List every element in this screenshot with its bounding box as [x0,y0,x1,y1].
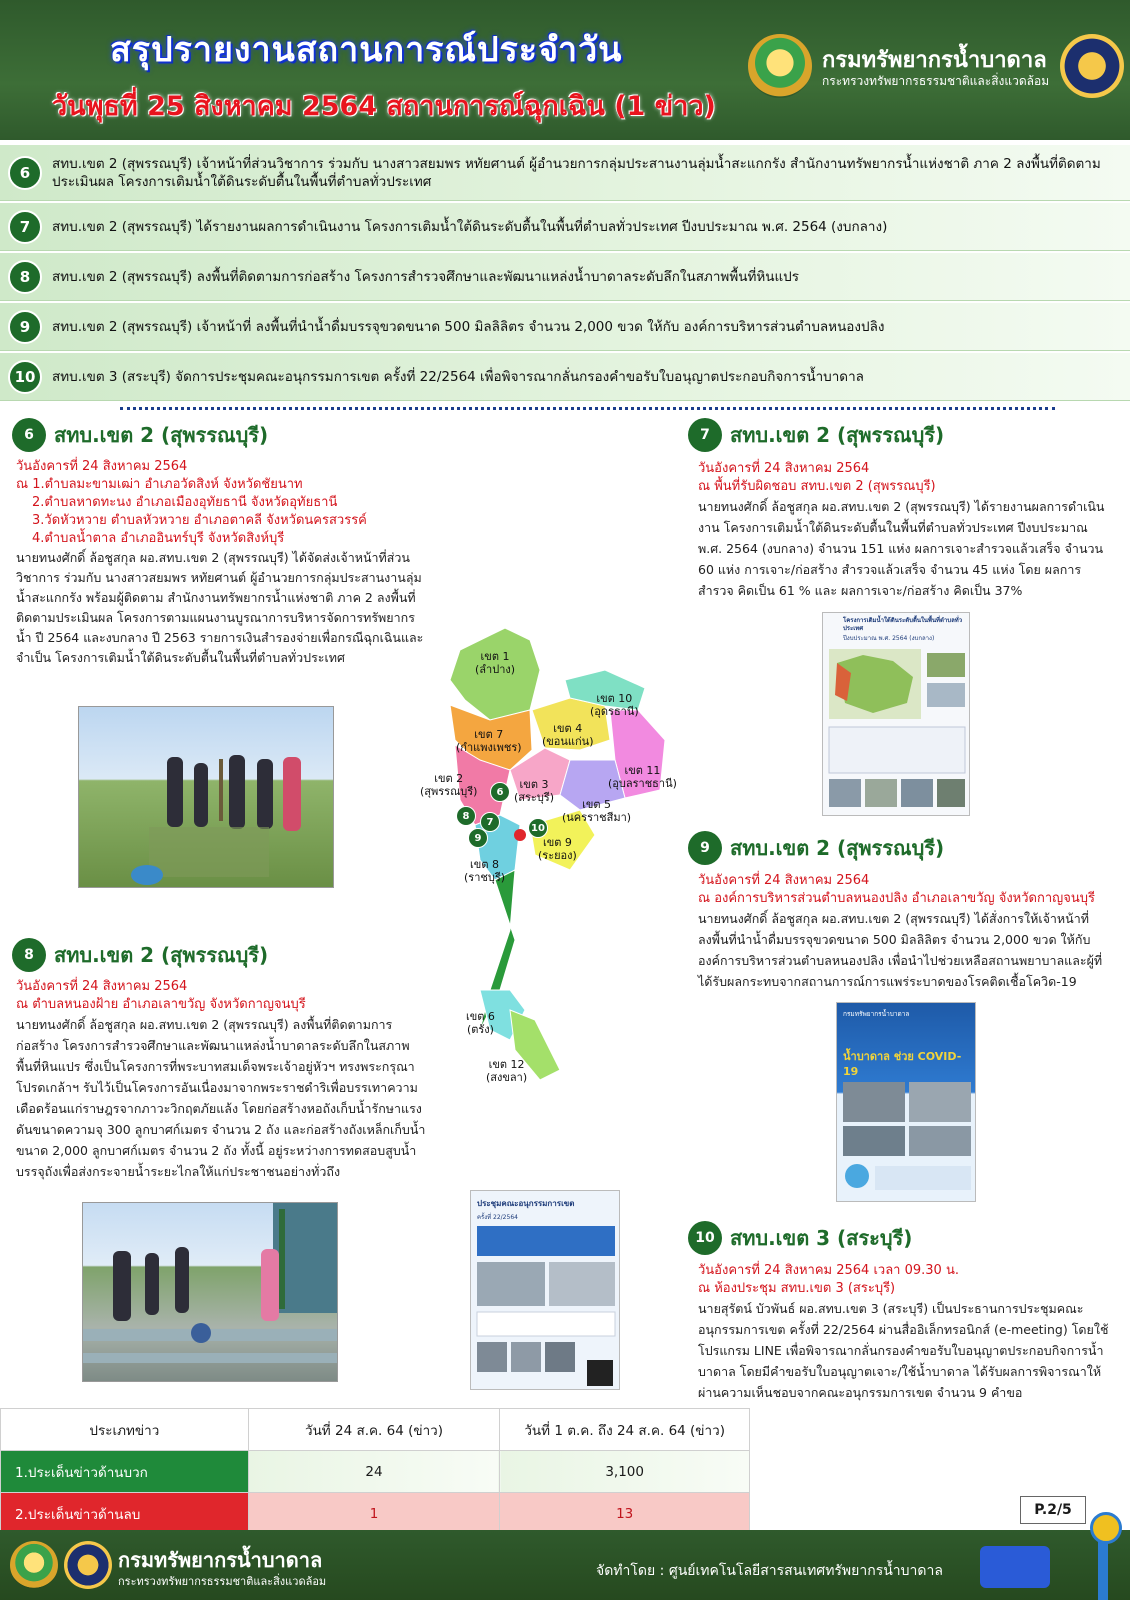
positive-news-total: 3,100 [500,1451,750,1493]
poster-org: กรมทรัพยากรน้ำบาดาล [843,1010,910,1018]
table-row [1,1451,750,1493]
section-body: นายทนงศักดิ์ ล้อชูสกุล ผอ.สทบ.เขต 2 (สุพรรณบุรี) ได้จัดส่งเจ้าหน้าที่ส่วนวิชาการ ร่วมกับ นางสาวสยมพร หทัยศานต์ ผู้อำนวยการกลุ่มประสานงานลุ่มน้ำสะแกกรัง พร้อมผู้ติดตาม สำนักงานทรัพยากรน้ำแห่งชาติ ภาค 2 ลงพื้นที่ติดตามประเมินผล โครงการตามแผนงานบูรณาการบริหารจัดการทรัพยากรน้ำ ปี 2564 และงบกลาง ปี 2563 รายการเงินสำรองจ่ายเพื่อกรณีฉุกเฉินและจำเป็น โครงการเติมน้ำใต้ดินระดับตื้นในพื้นที่ตำบลทั่วประเทศ [16,550,424,665]
zone-label: เขต 4 (ขอนแก่น) [542,722,594,748]
poster-subtitle: ครั้งที่ 22/2564 [477,1214,518,1221]
news-number-badge: 6 [12,418,46,452]
page-title: สรุปรายงานสถานการณ์ประจำวัน [110,30,623,70]
section-title: สทบ.เขต 2 (สุพรรณบุรี) [54,943,269,967]
section-body: นายทนงศักดิ์ ล้อชูสกุล ผอ.สทบ.เขต 2 (สุพรรณบุรี) ลงพื้นที่ติดตามการก่อสร้าง โครงการสำรวจศึกษาและพัฒนาแหล่งน้ำบาดาลระดับลึกในสภาพพื้นที่หินแปร ซึ่งเป็นโครงการที่พระบาทสมเด็จพระเจ้าอยู่หัวฯ ทรงพระกรุณาโปรดเกล้าฯ รับไว้เป็นโครงการอันเนื่องมาจากพระราชดำริเพื่อบรรเทาความเดือดร้อนแก่ราษฎรจากภาวะวิกฤตภัยแล้ง โดยก่อสร้างหอถังเก็บน้ำรักษาแรงดันขนาดความจุ 300 ลูกบาศก์เมตร จำนวน 2 ถัง และก่อสร้างถังเหล็กเก็บน้ำขนาด 2,000 ลูกบาศก์เมตร จำนวน 2 ถัง ทั้งนี้ อยู่ระหว่างการทดสอบสูบน้ำบรรจุถังเพื่อส่งกระจายน้ำระยะไกลให้แก่ประชาชนอย่างทั่วถึง [16,1017,426,1179]
section-9-infographic [836,1002,976,1202]
section-7-heading [688,418,944,452]
drilling-truck-icon [980,1546,1050,1588]
news-number-badge: 7 [8,210,42,244]
section-title: สทบ.เขต 2 (สุพรรณบุรี) [730,836,945,860]
zone-label: เขต 9 (ระยอง) [538,836,577,862]
ministry-name: กระทรวงทรัพยากรธรรมชาติและสิ่งแวดล้อม [822,74,1050,88]
summary-text: สทบ.เขต 2 (สุพรรณบุรี) ได้รายงานผลการดำเนินงาน โครงการเติมน้ำใต้ดินระดับตื้นในพื้นที่ตำบลทั่วประเทศ ปีงบประมาณ พ.ศ. 2564 (งบกลาง) [52,218,888,235]
negative-news-day: 1 [248,1493,500,1535]
section-place: ณ องค์การบริหารส่วนตำบลหนองปลิง อำเภอเลาขวัญ จังหวัดกาญจนบุรี [698,891,1095,906]
section-date: วันอังคารที่ 24 สิงหาคม 2564 [16,979,188,994]
thailand-region-map [420,610,690,1100]
news-statistics-table [0,1408,750,1535]
news-number-badge: 9 [688,831,722,865]
map-marker: 7 [480,812,500,832]
summary-text: สทบ.เขต 2 (สุพรรณบุรี) เจ้าหน้าที่ส่วนวิชาการ ร่วมกับ นางสาวสยมพร หทัยศานต์ ผู้อำนวยการกลุ่มประสานงานลุ่มน้ำสะแกกรัง สำนักงานทรัพยากรน้ำแห่งชาติ ภาค 2 ลงพื้นที่ติดตามประเมินผล โครงการเติมน้ำใต้ดินระดับตื้นในพื้นที่ตำบลทั่วประเทศ [52,155,1101,190]
footer-org-name: กรมทรัพยากรน้ำบาดาล [118,1548,323,1572]
zone-label: เขต 12 (สงขลา) [486,1058,528,1084]
summary-row [0,253,1130,301]
zone-label: เขต 5 (นครราชสีมา) [562,798,632,824]
summary-text: สทบ.เขต 2 (สุพรรณบุรี) ลงพื้นที่ติดตามการก่อสร้าง โครงการสำรวจศึกษาและพัฒนาแหล่งน้ำบาดาลระดับลึกในสภาพพื้นที่หินแปร [52,268,799,285]
section-10-heading [688,1221,912,1255]
summary-text: สทบ.เขต 2 (สุพรรณบุรี) เจ้าหน้าที่ ลงพื้นที่นำน้ำดื่มบรรจุขวดขนาด 500 มิลลิลิตร จำนวน 2,000 ขวด ให้กับ องค์การบริหารส่วนตำบลหนองปลิง [52,318,885,335]
section-title: สทบ.เขต 3 (สระบุรี) [730,1226,913,1250]
section-divider [120,407,1055,410]
pipe-construction-photo-icon [83,1203,338,1382]
poster-map-icon [823,643,971,813]
news-number-badge: 10 [8,360,42,394]
table-header: วันที่ 24 ส.ค. 64 (ข่าว) [248,1409,500,1451]
poster-title: โครงการเติมน้ำใต้ดินระดับตื้นในพื้นที่ตำบลทั่วประเทศ [843,617,963,632]
news-number-badge: 7 [688,418,722,452]
zone-label: เขต 2 (สุพรรณบุรี) [420,772,478,798]
section-place: ณ พื้นที่รับผิดชอบ สทบ.เขต 2 (สุพรรณบุรี) [698,479,936,494]
map-marker: 8 [456,806,476,826]
news-number-badge: 6 [8,156,42,190]
meeting-collage-icon [471,1222,621,1392]
poster-photos-icon [837,1078,977,1198]
summary-row [0,303,1130,351]
zone-label: เขต 10 (อุดรธานี) [590,692,639,718]
zone-label: เขต 6 (ตรัง) [466,1010,495,1036]
section-7-content [698,460,1112,601]
section-body: นายสุรัตน์ บัวพันธ์ ผอ.สทบ.เขต 3 (สระบุรี) เป็นประธานการประชุมคณะอนุกรรมการเขต ครั้งที่ 22/2564 ผ่านสื่ออิเล็กทรอนิกส์ (e-meeting) โดยใช้โปรแกรม LINE เพื่อพิจารณากลั่นกรองคำขอรับใบอนุญาตประกอบกิจการน้ำบาดาล โดยมีคำขอรับใบอนุญาตเจาะ/ใช้น้ำบาดาล ได้รับผลการพิจารณาให้ผ่านความเห็นชอบจากคณะอนุกรรมการเขต จำนวน 9 คำขอ [698,1301,1109,1400]
negative-news-total: 13 [500,1493,750,1535]
zone-label: เขต 3 (สระบุรี) [514,778,555,804]
ministry-emblem-icon [10,1541,58,1589]
zone-label: เขต 8 (ราชบุรี) [464,858,506,884]
section-8-photo [82,1202,338,1382]
header-banner [0,0,1130,140]
department-emblem-icon [1060,34,1124,98]
map-marker: 9 [468,828,488,848]
summary-text: สทบ.เขต 3 (สระบุรี) จัดการประชุมคณะอนุกรรมการเขต ครั้งที่ 22/2564 เพื่อพิจารณากลั่นกรองคำขอรับใบอนุญาตประกอบกิจการน้ำบาดาล [52,368,864,385]
summary-row [0,203,1130,251]
section-title: สทบ.เขต 2 (สุพรรณบุรี) [730,423,945,447]
section-9-content [698,872,1112,992]
poster-title: น้ำบาดาล ช่วย COVID-19 [843,1050,962,1078]
news-number-badge: 8 [12,938,46,972]
field-visit-photo-icon [79,707,334,888]
section-7-infographic [822,612,970,816]
table-header: วันที่ 1 ต.ค. ถึง 24 ส.ค. 64 (ข่าว) [500,1409,750,1451]
section-place: 2.ตำบลหาดทะนง อำเภอเมืองอุทัยธานี จังหวัดอุทัยธานี [32,495,338,510]
news-number-badge: 9 [8,310,42,344]
zone-label: เขต 7 (กำแพงเพชร) [456,728,522,754]
zone-label: เขต 1 (ลำปาง) [475,650,516,676]
page-number: P.2/5 [1020,1496,1086,1524]
news-number-badge: 8 [8,260,42,294]
section-place: ณ ตำบลหนองฝ้าย อำเภอเลาขวัญ จังหวัดกาญจนบุรี [16,997,306,1012]
section-place: 3.วัดหัวหวาย ตำบลหัวหวาย อำเภอตาคลี จังหวัดนครสวรรค์ [32,513,367,528]
section-date: วันอังคารที่ 24 สิงหาคม 2564 [698,873,870,888]
news-summary-list [0,145,1130,403]
positive-news-label: 1.ประเด็นข่าวด้านบวก [1,1451,249,1493]
footer-ministry: กระทรวงทรัพยากรธรรมชาติและสิ่งแวดล้อม [118,1575,327,1588]
news-number-badge: 10 [688,1221,722,1255]
org-name: กรมทรัพยากรน้ำบาดาล [822,48,1047,73]
table-header: ประเภทข่าว [1,1409,249,1451]
zone-label: เขต 11 (อุบลราชธานี) [608,764,677,790]
section-place: ณ 1.ตำบลมะขามเฒ่า อำเภอวัดสิงห์ จังหวัดชัยนาท [16,477,303,492]
summary-row [0,145,1130,201]
section-place: 4.ตำบลน้ำตาล อำเภออินทร์บุรี จังหวัดสิงห์บุรี [32,531,285,546]
table-row [1,1493,750,1535]
department-emblem-icon [64,1541,112,1589]
section-body: นายทนงศักดิ์ ล้อชูสกุล ผอ.สทบ.เขต 2 (สุพรรณบุรี) ได้สั่งการให้เจ้าหน้าที่ลงพื้นที่นำน้ำดื่มบรรจุขวดขนาด 500 มิลลิลิตร จำนวน 2,000 ขวด ให้กับ องค์การบริหารส่วนตำบลหนองปลิง เพื่อนำไปช่วยเหลือสถานพยาบาลและผู้ที่ได้รับผลกระทบจากสถานการณ์การแพร่ระบาดของโรคติดเชื้อโควิด-19 [698,911,1103,989]
section-date: วันอังคารที่ 24 สิงหาคม 2564 [16,459,188,474]
page-subtitle: วันพุธที่ 25 สิงหาคม 2564 สถานการณ์ฉุกเฉิน (1 ข่าว) [52,91,716,122]
section-date: วันอังคารที่ 24 สิงหาคม 2564 เวลา 09.30 น. [698,1263,959,1278]
section-8-heading [12,938,268,972]
section-6-heading [12,418,268,452]
poster-subtitle: ปีงบประมาณ พ.ศ. 2564 (งบกลาง) [843,635,935,642]
section-title: สทบ.เขต 2 (สุพรรณบุรี) [54,423,269,447]
positive-news-day: 24 [248,1451,500,1493]
section-10-content [698,1262,1112,1403]
footer-banner [0,1530,1130,1600]
section-body: นายทนงศักดิ์ ล้อชูสกุล ผอ.สทบ.เขต 2 (สุพรรณบุรี) ได้รายงานผลการดำเนินงาน โครงการเติมน้ำใต้ดินระดับตื้นในพื้นที่ตำบลทั่วประเทศ ปีงบประมาณ พ.ศ. 2564 (งบกลาง) จำนวน 151 แห่ง ผลการเจาะสำรวจแล้วเสร็จ จำนวน 60 แห่ง การเจาะ/ก่อสร้าง สำรวจแล้วเสร็จ จำนวน 45 แห่ง โดย ผลการสำรวจ คิดเป็น 61 % และ ผลการเจาะ/ก่อสร้าง คิดเป็น 37% [698,499,1105,598]
section-place: ณ ห้องประชุม สทบ.เขต 3 (สระบุรี) [698,1281,896,1296]
water-tap-mascot-icon [1098,1530,1108,1600]
ministry-emblem-icon [748,34,812,98]
footer-credit: จัดทำโดย : ศูนย์เทคโนโลยีสารสนเทศทรัพยากรน้ำบาดาล [596,1563,943,1579]
section-6-content [16,458,426,668]
map-marker: 6 [490,782,510,802]
section-10-infographic [470,1190,620,1390]
section-8-content [16,978,426,1182]
poster-title: ประชุมคณะอนุกรรมการเขต [477,1199,575,1208]
summary-row [0,353,1130,401]
section-date: วันอังคารที่ 24 สิงหาคม 2564 [698,461,870,476]
negative-news-label: 2.ประเด็นข่าวด้านลบ [1,1493,249,1535]
map-marker: 10 [528,818,548,838]
section-9-heading [688,831,944,865]
section-6-photo [78,706,334,888]
